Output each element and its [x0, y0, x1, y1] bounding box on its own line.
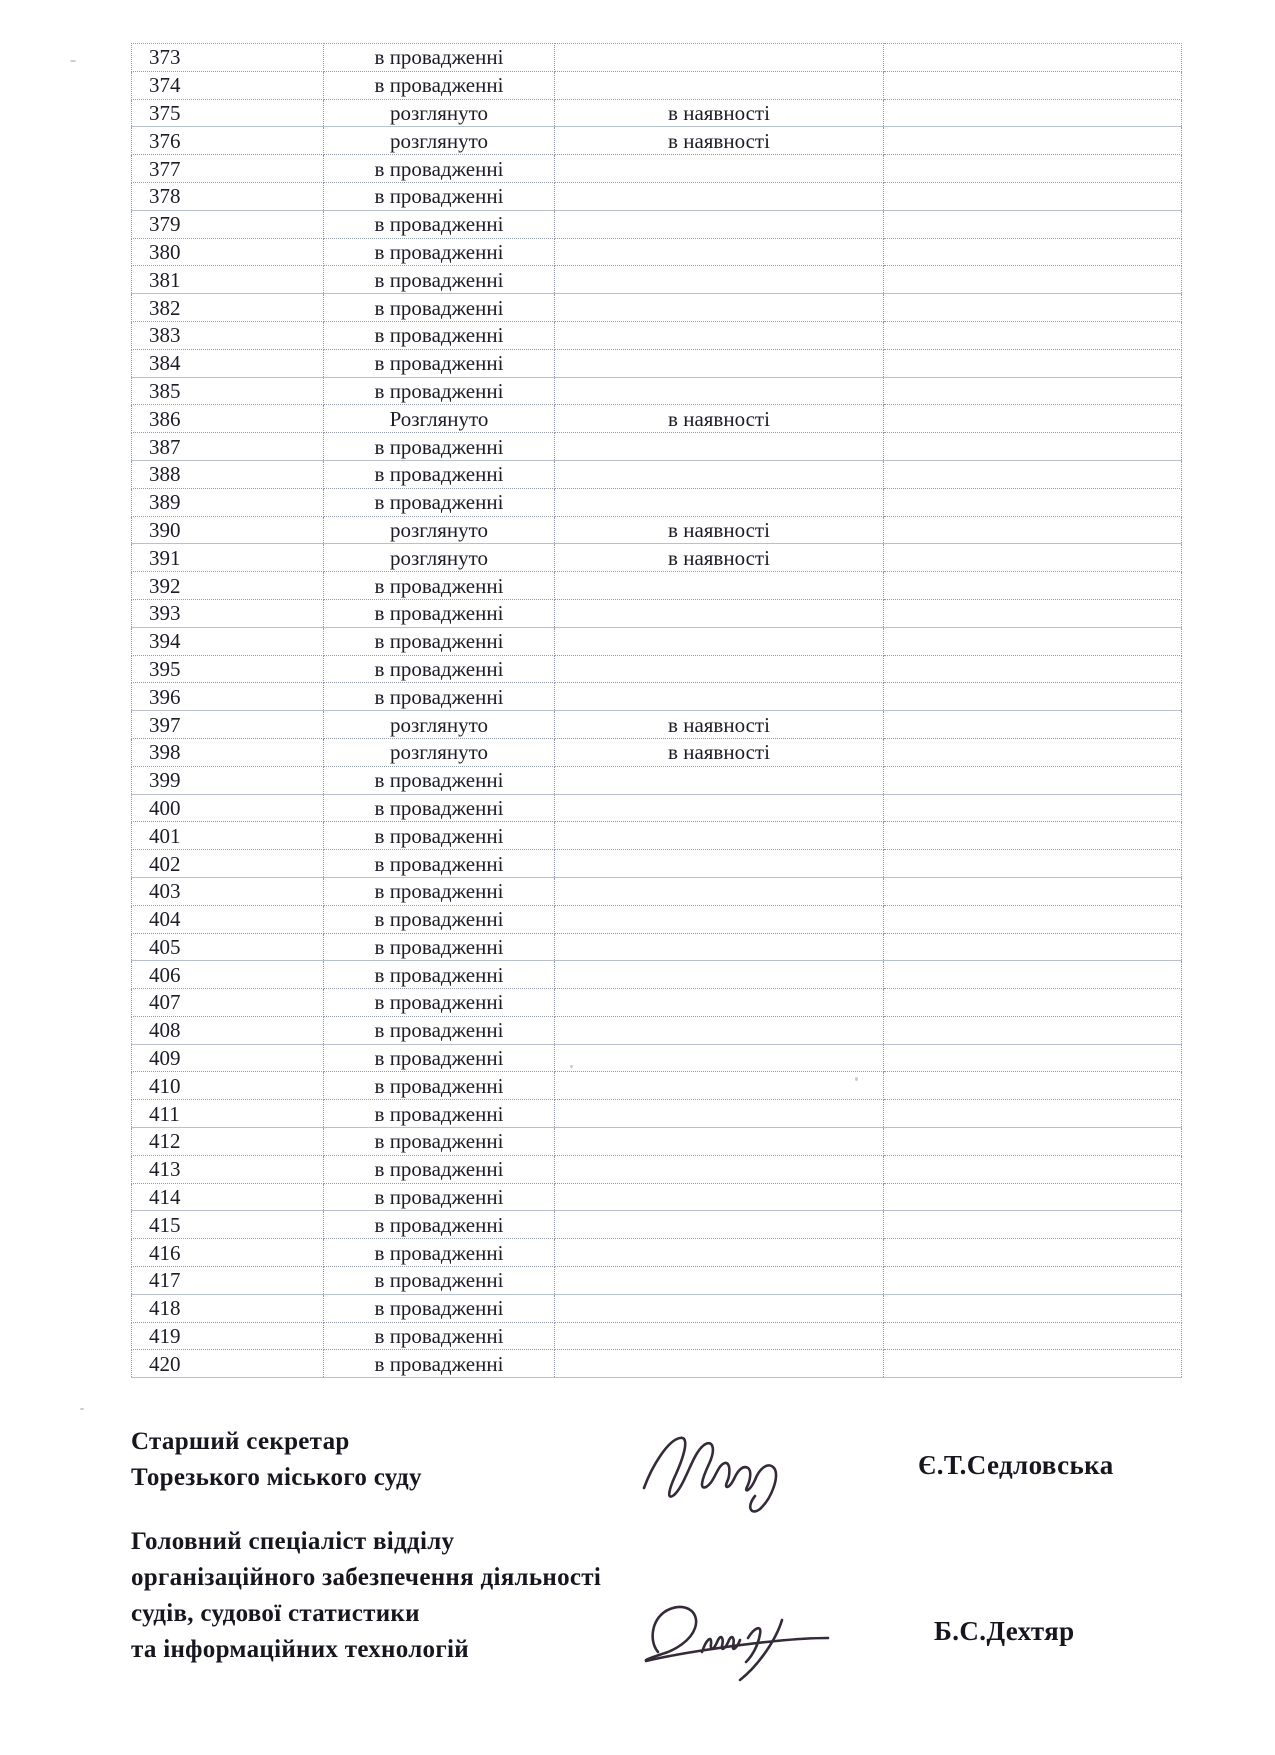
case-registry-table — [131, 43, 1182, 1378]
scan-speck — [80, 1408, 84, 1410]
row-number-cell: 404 — [132, 905, 324, 933]
row-number-cell: 392 — [132, 572, 324, 600]
availability-cell: в наявності — [555, 405, 884, 433]
availability-cell — [555, 1044, 884, 1072]
availability-cell — [555, 433, 884, 461]
row-number-cell: 413 — [132, 1155, 324, 1183]
notes-cell — [884, 71, 1182, 99]
notes-cell — [884, 572, 1182, 600]
row-number-cell: 374 — [132, 71, 324, 99]
row-number-cell: 408 — [132, 1016, 324, 1044]
notes-cell — [884, 182, 1182, 210]
table-row — [132, 738, 1182, 766]
notes-cell — [884, 989, 1182, 1017]
row-number-cell: 385 — [132, 377, 324, 405]
case-status-cell: розглянуто — [324, 516, 555, 544]
notes-cell — [884, 433, 1182, 461]
availability-cell — [555, 1322, 884, 1350]
case-status-cell: розглянуто — [324, 544, 555, 572]
case-status-cell: в провадженні — [324, 377, 555, 405]
table-row — [132, 850, 1182, 878]
row-number-cell: 393 — [132, 599, 324, 627]
row-number-cell: 419 — [132, 1322, 324, 1350]
table-row — [132, 1044, 1182, 1072]
table-row — [132, 210, 1182, 238]
table-row — [132, 905, 1182, 933]
row-number-cell: 391 — [132, 544, 324, 572]
table-row — [132, 349, 1182, 377]
row-number-cell: 373 — [132, 44, 324, 72]
case-status-cell: в провадженні — [324, 1322, 555, 1350]
table-row — [132, 766, 1182, 794]
availability-cell — [555, 349, 884, 377]
case-status-cell: в провадженні — [324, 321, 555, 349]
availability-cell: в наявності — [555, 127, 884, 155]
notes-cell — [884, 683, 1182, 711]
scan-speck — [855, 1077, 858, 1081]
availability-cell: в наявності — [555, 711, 884, 739]
row-number-cell: 415 — [132, 1211, 324, 1239]
availability-cell — [555, 1100, 884, 1128]
case-status-cell: в провадженні — [324, 294, 555, 322]
notes-cell — [884, 766, 1182, 794]
table-row — [132, 516, 1182, 544]
notes-cell — [884, 44, 1182, 72]
notes-cell — [884, 266, 1182, 294]
table-row — [132, 961, 1182, 989]
scan-speck — [70, 60, 76, 62]
notes-cell — [884, 738, 1182, 766]
table-row — [132, 460, 1182, 488]
table-row — [132, 405, 1182, 433]
table-row — [132, 99, 1182, 127]
case-status-cell: в провадженні — [324, 349, 555, 377]
case-status-cell: в провадженні — [324, 683, 555, 711]
case-status-cell: розглянуто — [324, 738, 555, 766]
notes-cell — [884, 99, 1182, 127]
case-status-cell: в провадженні — [324, 460, 555, 488]
availability-cell — [555, 572, 884, 600]
row-number-cell: 397 — [132, 711, 324, 739]
table-row — [132, 544, 1182, 572]
case-status-cell: в провадженні — [324, 599, 555, 627]
row-number-cell: 378 — [132, 182, 324, 210]
availability-cell — [555, 71, 884, 99]
notes-cell — [884, 933, 1182, 961]
case-status-cell: в провадженні — [324, 989, 555, 1017]
table-row — [132, 1239, 1182, 1267]
notes-cell — [884, 850, 1182, 878]
case-status-cell: в провадженні — [324, 794, 555, 822]
table-row — [132, 155, 1182, 183]
notes-cell — [884, 210, 1182, 238]
notes-cell — [884, 516, 1182, 544]
table-row — [132, 1267, 1182, 1295]
case-status-cell: в провадженні — [324, 961, 555, 989]
row-number-cell: 383 — [132, 321, 324, 349]
notes-cell — [884, 544, 1182, 572]
notes-cell — [884, 822, 1182, 850]
notes-cell — [884, 460, 1182, 488]
notes-cell — [884, 1155, 1182, 1183]
case-status-cell: в провадженні — [324, 933, 555, 961]
row-number-cell: 381 — [132, 266, 324, 294]
notes-cell — [884, 294, 1182, 322]
row-number-cell: 388 — [132, 460, 324, 488]
row-number-cell: 390 — [132, 516, 324, 544]
table-row — [132, 377, 1182, 405]
table-row — [132, 1211, 1182, 1239]
availability-cell — [555, 822, 884, 850]
case-status-cell: в провадженні — [324, 1016, 555, 1044]
case-status-cell: в провадженні — [324, 1044, 555, 1072]
table-row — [132, 44, 1182, 72]
table-row — [132, 1350, 1182, 1378]
notes-cell — [884, 377, 1182, 405]
table-row — [132, 127, 1182, 155]
row-number-cell: 389 — [132, 488, 324, 516]
row-number-cell: 382 — [132, 294, 324, 322]
case-status-cell: розглянуто — [324, 99, 555, 127]
signatory-name-2: Б.С.Дехтяр — [934, 1616, 1075, 1646]
case-status-cell: в провадженні — [324, 266, 555, 294]
notes-cell — [884, 321, 1182, 349]
notes-cell — [884, 1322, 1182, 1350]
availability-cell — [555, 44, 884, 72]
availability-cell — [555, 905, 884, 933]
notes-cell — [884, 127, 1182, 155]
row-number-cell: 410 — [132, 1072, 324, 1100]
case-status-cell: в провадженні — [324, 488, 555, 516]
table-row — [132, 627, 1182, 655]
availability-cell — [555, 599, 884, 627]
notes-cell — [884, 1211, 1182, 1239]
table-row — [132, 1072, 1182, 1100]
notes-cell — [884, 155, 1182, 183]
row-number-cell: 414 — [132, 1183, 324, 1211]
availability-cell — [555, 794, 884, 822]
table-row — [132, 599, 1182, 627]
notes-cell — [884, 1239, 1182, 1267]
notes-cell — [884, 905, 1182, 933]
availability-cell — [555, 683, 884, 711]
case-status-cell: в провадженні — [324, 572, 555, 600]
table-row — [132, 321, 1182, 349]
notes-cell — [884, 1350, 1182, 1378]
table-row — [132, 1016, 1182, 1044]
availability-cell — [555, 961, 884, 989]
case-status-cell: в провадженні — [324, 71, 555, 99]
row-number-cell: 400 — [132, 794, 324, 822]
notes-cell — [884, 349, 1182, 377]
availability-cell: в наявності — [555, 544, 884, 572]
row-number-cell: 384 — [132, 349, 324, 377]
availability-cell — [555, 1350, 884, 1378]
table-row — [132, 933, 1182, 961]
row-number-cell: 412 — [132, 1128, 324, 1156]
row-number-cell: 379 — [132, 210, 324, 238]
row-number-cell: 401 — [132, 822, 324, 850]
availability-cell — [555, 877, 884, 905]
case-status-cell: в провадженні — [324, 210, 555, 238]
availability-cell — [555, 1211, 884, 1239]
table-row — [132, 989, 1182, 1017]
row-number-cell: 411 — [132, 1100, 324, 1128]
case-status-cell: в провадженні — [324, 1239, 555, 1267]
case-status-cell: в провадженні — [324, 433, 555, 461]
row-number-cell: 407 — [132, 989, 324, 1017]
row-number-cell: 377 — [132, 155, 324, 183]
availability-cell — [555, 1267, 884, 1295]
availability-cell — [555, 294, 884, 322]
notes-cell — [884, 238, 1182, 266]
availability-cell — [555, 1183, 884, 1211]
row-number-cell: 386 — [132, 405, 324, 433]
signatory-name-1: Є.Т.Седловська — [918, 1450, 1114, 1480]
table-row — [132, 822, 1182, 850]
table-row — [132, 71, 1182, 99]
availability-cell — [555, 1239, 884, 1267]
availability-cell — [555, 627, 884, 655]
table-row — [132, 877, 1182, 905]
table-row — [132, 266, 1182, 294]
availability-cell — [555, 155, 884, 183]
notes-cell — [884, 794, 1182, 822]
case-status-cell: в провадженні — [324, 877, 555, 905]
notes-cell — [884, 1100, 1182, 1128]
signatory-title-line: організаційного забезпечення діяльності — [131, 1564, 602, 1591]
availability-cell — [555, 1155, 884, 1183]
notes-cell — [884, 627, 1182, 655]
row-number-cell: 395 — [132, 655, 324, 683]
row-number-cell: 375 — [132, 99, 324, 127]
row-number-cell: 398 — [132, 738, 324, 766]
notes-cell — [884, 1294, 1182, 1322]
availability-cell — [555, 655, 884, 683]
signature-handwritten-2 — [636, 1594, 836, 1694]
case-status-cell: в провадженні — [324, 1294, 555, 1322]
table-row — [132, 294, 1182, 322]
table-row — [132, 1155, 1182, 1183]
table-row — [132, 711, 1182, 739]
signatory-title-2 — [131, 1524, 601, 1668]
availability-cell — [555, 766, 884, 794]
notes-cell — [884, 877, 1182, 905]
availability-cell — [555, 989, 884, 1017]
case-status-cell: в провадженні — [324, 1350, 555, 1378]
row-number-cell: 399 — [132, 766, 324, 794]
table-row — [132, 488, 1182, 516]
availability-cell — [555, 238, 884, 266]
table-row — [132, 1128, 1182, 1156]
table-row — [132, 1322, 1182, 1350]
availability-cell — [555, 850, 884, 878]
case-status-cell: розглянуто — [324, 711, 555, 739]
notes-cell — [884, 1044, 1182, 1072]
row-number-cell: 394 — [132, 627, 324, 655]
notes-cell — [884, 711, 1182, 739]
availability-cell: в наявності — [555, 99, 884, 127]
availability-cell — [555, 1072, 884, 1100]
case-table-body — [132, 44, 1182, 1378]
notes-cell — [884, 405, 1182, 433]
row-number-cell: 418 — [132, 1294, 324, 1322]
signatory-title-line: та інформаційних технологій — [131, 1636, 469, 1663]
case-status-cell: в провадженні — [324, 1183, 555, 1211]
case-status-cell: розглянуто — [324, 127, 555, 155]
availability-cell — [555, 1016, 884, 1044]
row-number-cell: 406 — [132, 961, 324, 989]
row-number-cell: 403 — [132, 877, 324, 905]
row-number-cell: 376 — [132, 127, 324, 155]
notes-cell — [884, 488, 1182, 516]
availability-cell — [555, 460, 884, 488]
availability-cell — [555, 377, 884, 405]
case-status-cell: в провадженні — [324, 850, 555, 878]
table-row — [132, 1183, 1182, 1211]
row-number-cell: 387 — [132, 433, 324, 461]
case-status-cell: в провадженні — [324, 1267, 555, 1295]
notes-cell — [884, 961, 1182, 989]
case-status-cell: в провадженні — [324, 1072, 555, 1100]
table-row — [132, 683, 1182, 711]
table-row — [132, 794, 1182, 822]
case-status-cell: в провадженні — [324, 627, 555, 655]
table-row — [132, 572, 1182, 600]
table-row — [132, 182, 1182, 210]
row-number-cell: 396 — [132, 683, 324, 711]
availability-cell — [555, 266, 884, 294]
case-status-cell: в провадженні — [324, 1155, 555, 1183]
case-status-cell: в провадженні — [324, 1100, 555, 1128]
availability-cell: в наявності — [555, 738, 884, 766]
notes-cell — [884, 1128, 1182, 1156]
case-status-cell: в провадженні — [324, 1128, 555, 1156]
row-number-cell: 416 — [132, 1239, 324, 1267]
signatory-title-1 — [131, 1424, 422, 1496]
availability-cell: в наявності — [555, 516, 884, 544]
signatory-title-line: Головний спеціаліст відділу — [131, 1528, 455, 1555]
case-status-cell: в провадженні — [324, 44, 555, 72]
signatory-title-line: Торезького міського суду — [131, 1464, 422, 1491]
notes-cell — [884, 599, 1182, 627]
case-status-cell: в провадженні — [324, 822, 555, 850]
case-status-cell: в провадженні — [324, 655, 555, 683]
notes-cell — [884, 1267, 1182, 1295]
row-number-cell: 420 — [132, 1350, 324, 1378]
table-row — [132, 655, 1182, 683]
notes-cell — [884, 655, 1182, 683]
scan-speck — [570, 1065, 573, 1068]
case-status-cell: Розглянуто — [324, 405, 555, 433]
case-status-cell: в провадженні — [324, 155, 555, 183]
case-status-cell: в провадженні — [324, 766, 555, 794]
notes-cell — [884, 1072, 1182, 1100]
table-row — [132, 433, 1182, 461]
availability-cell — [555, 1294, 884, 1322]
row-number-cell: 402 — [132, 850, 324, 878]
notes-cell — [884, 1016, 1182, 1044]
row-number-cell: 380 — [132, 238, 324, 266]
signatory-title-line: Старший секретар — [131, 1428, 350, 1455]
availability-cell — [555, 1128, 884, 1156]
row-number-cell: 409 — [132, 1044, 324, 1072]
signatory-title-line: судів, судової статистики — [131, 1600, 420, 1627]
availability-cell — [555, 210, 884, 238]
availability-cell — [555, 488, 884, 516]
case-status-cell: в провадженні — [324, 905, 555, 933]
case-status-cell: в провадженні — [324, 238, 555, 266]
case-status-cell: в провадженні — [324, 1211, 555, 1239]
row-number-cell: 417 — [132, 1267, 324, 1295]
availability-cell — [555, 321, 884, 349]
signature-handwritten-1 — [638, 1424, 798, 1519]
notes-cell — [884, 1183, 1182, 1211]
table-row — [132, 1294, 1182, 1322]
table-row — [132, 238, 1182, 266]
availability-cell — [555, 182, 884, 210]
case-status-cell: в провадженні — [324, 182, 555, 210]
row-number-cell: 405 — [132, 933, 324, 961]
availability-cell — [555, 933, 884, 961]
table-row — [132, 1100, 1182, 1128]
